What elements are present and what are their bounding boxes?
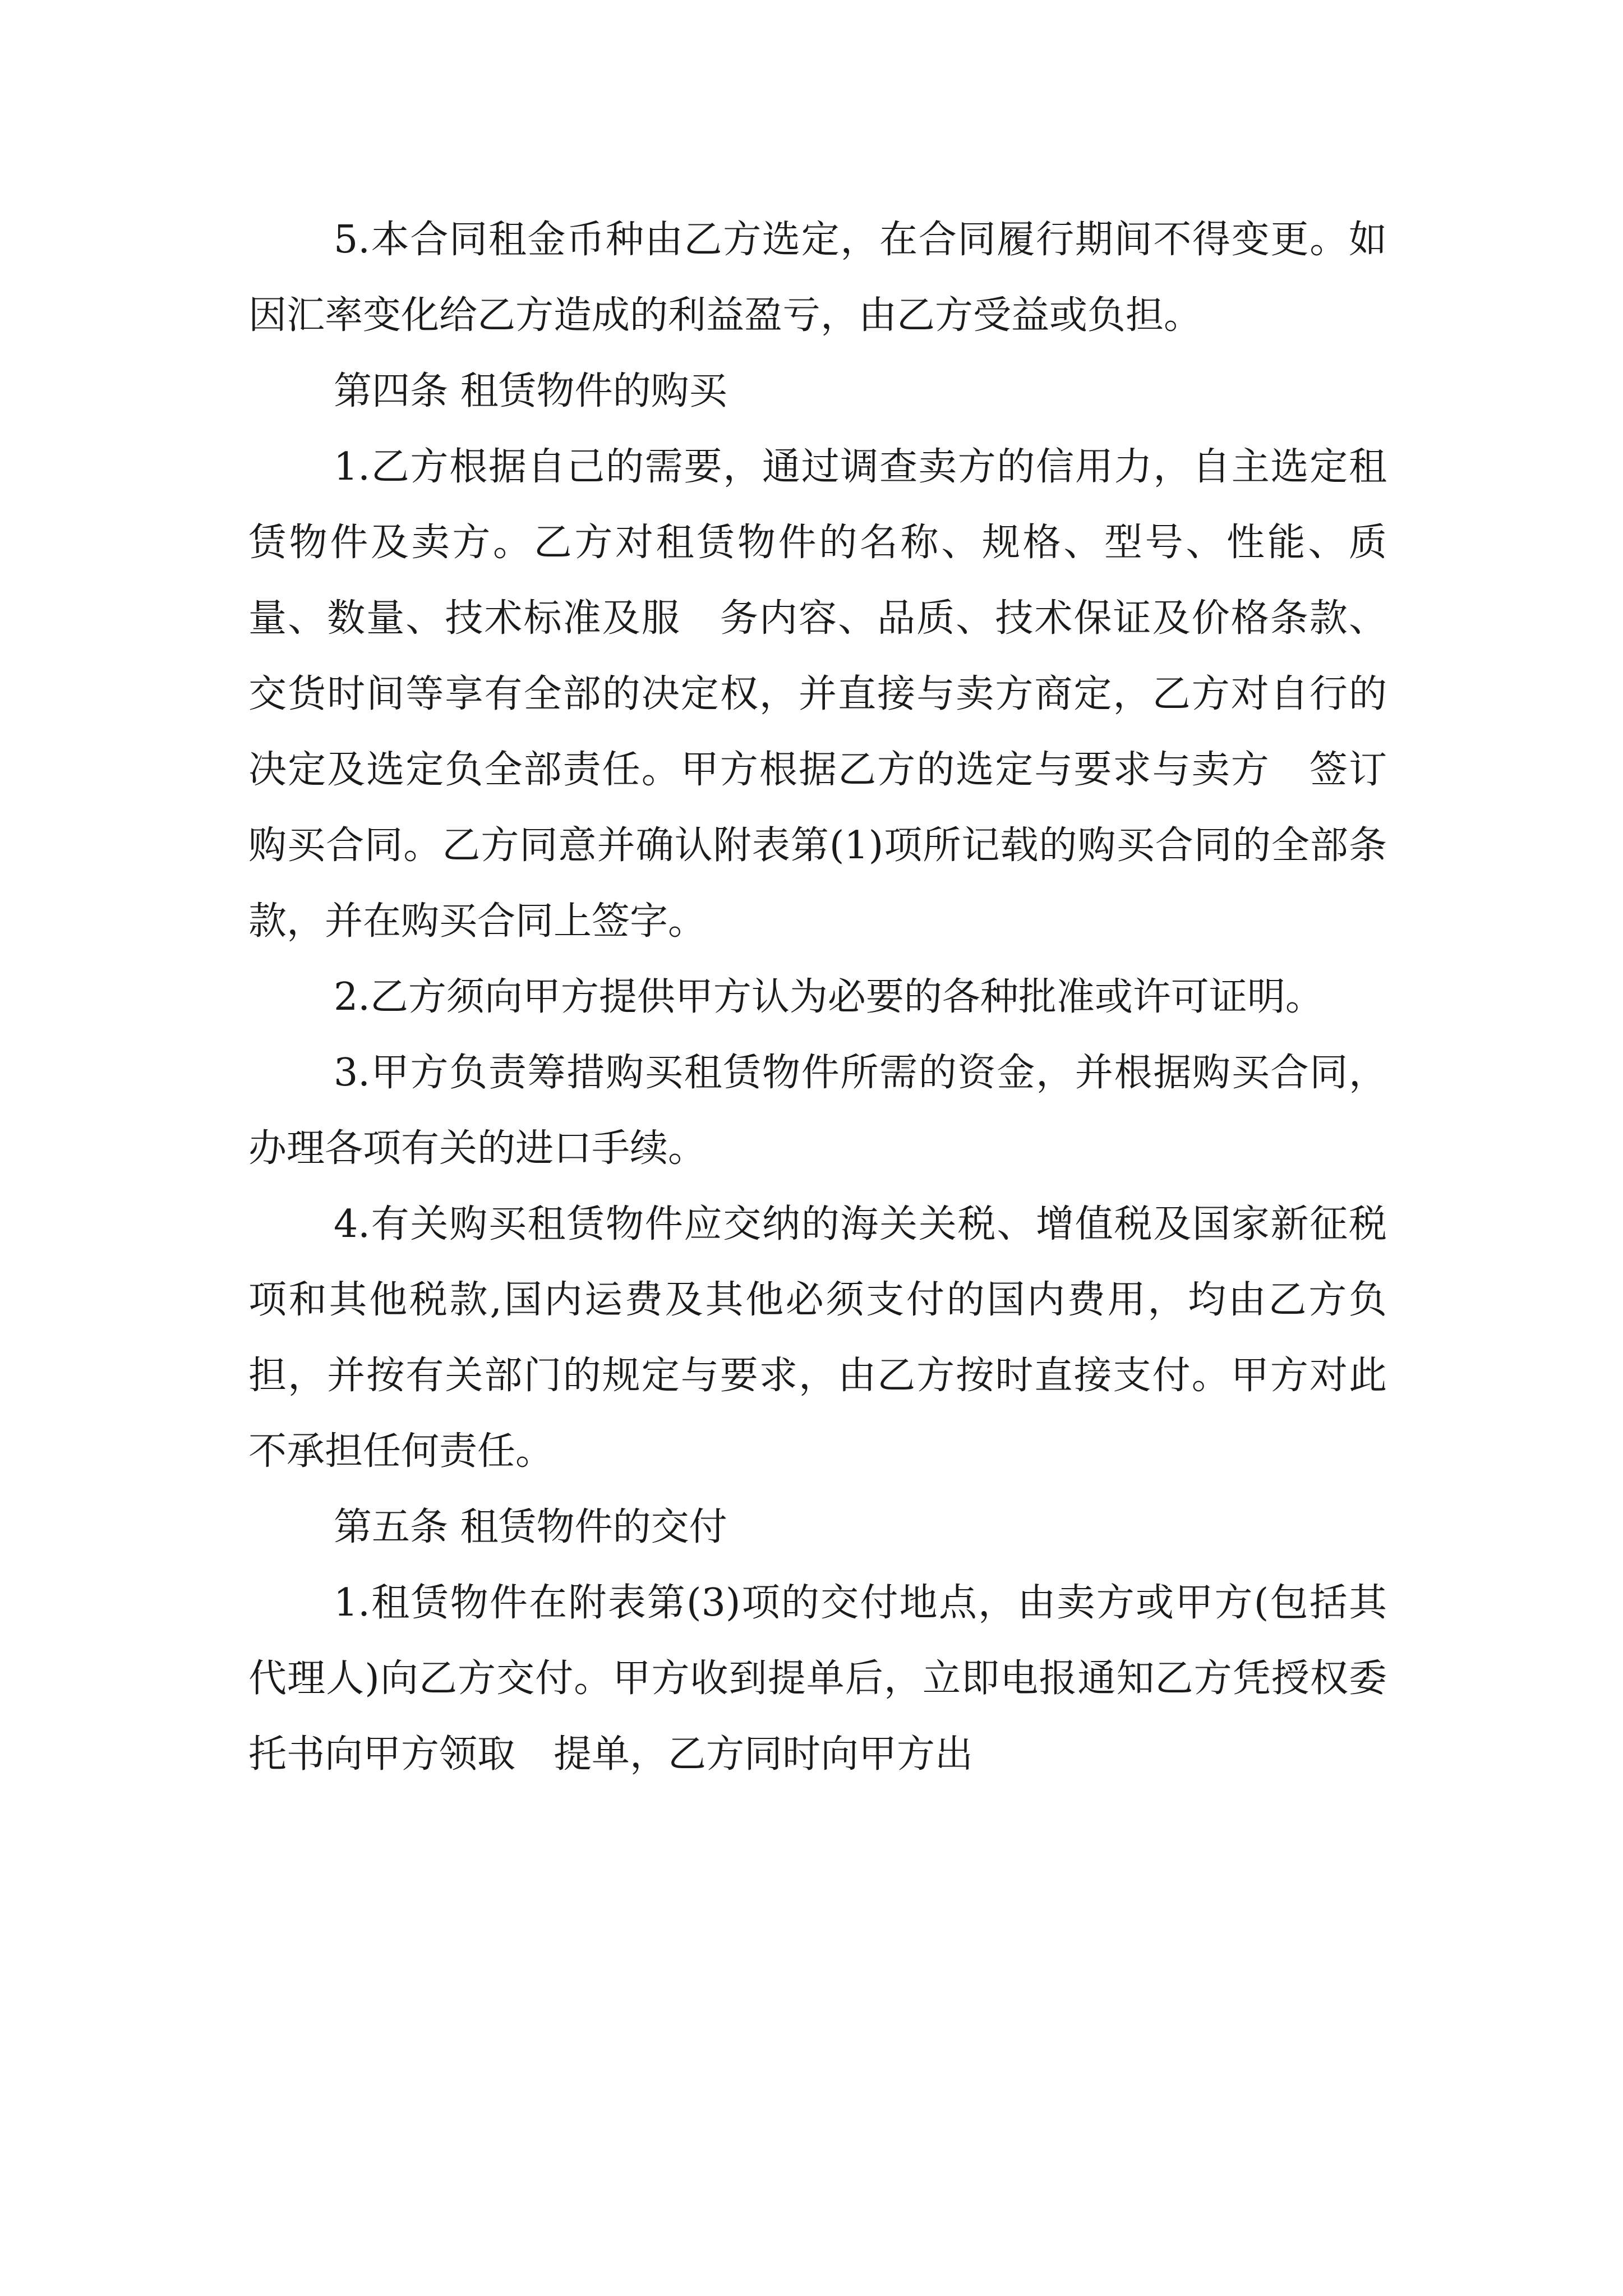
paragraph-article-4-item-4: 4.有关购买租赁物件应交纳的海关关税、增值税及国家新征税项和其他税款,国内运费及其他必须支付的国内费用，均由乙方负担，并按有关部门的规定与要求，由乙方按时直接支付。甲方对此不承担任何责任。 bbox=[248, 1202, 1387, 1474]
paragraph-currency-clause: 5.本合同租金币种由乙方选定，在合同履行期间不得变更。如因汇率变化给乙方造成的利益盈亏，由乙方受益或负担。 bbox=[248, 218, 1387, 338]
paragraph-article-4-item-1: 1.乙方根据自己的需要，通过调查卖方的信用力，自主选定租赁物件及卖方。乙方对租赁物件的名称、规格、型号、性能、质量、数量、技术标准及服 务内容、品质、技术保证及价格条款、交货时间等享有全部的决定权，并直接与卖方商定，乙方对自行的决定及选定负全部责任。甲方根据乙方的选定与要求与卖方 签订购买合同。乙方同意并确认附表第(1)项所记载的购买合同的全部条款，并在购买合同上签字。 bbox=[248, 445, 1387, 944]
paragraph-article-5-item-1: 1.租赁物件在附表第(3)项的交付地点，由卖方或甲方(包括其代理人)向乙方交付。甲方收到提单后，立即电报通知乙方凭授权委托书向甲方领取 提单，乙方同时向甲方出 bbox=[248, 1581, 1387, 1777]
document-body bbox=[248, 202, 1387, 1792]
article-4-heading: 第四条 租赁物件的购买 bbox=[334, 369, 727, 413]
article-5-heading: 第五条 租赁物件的交付 bbox=[334, 1505, 727, 1549]
paragraph-article-4-item-3: 3.甲方负责筹措购买租赁物件所需的资金，并根据购买合同，办理各项有关的进口手续。 bbox=[248, 1051, 1387, 1171]
paragraph-article-4-item-2: 2.乙方须向甲方提供甲方认为必要的各种批准或许可证明。 bbox=[334, 975, 1324, 1019]
